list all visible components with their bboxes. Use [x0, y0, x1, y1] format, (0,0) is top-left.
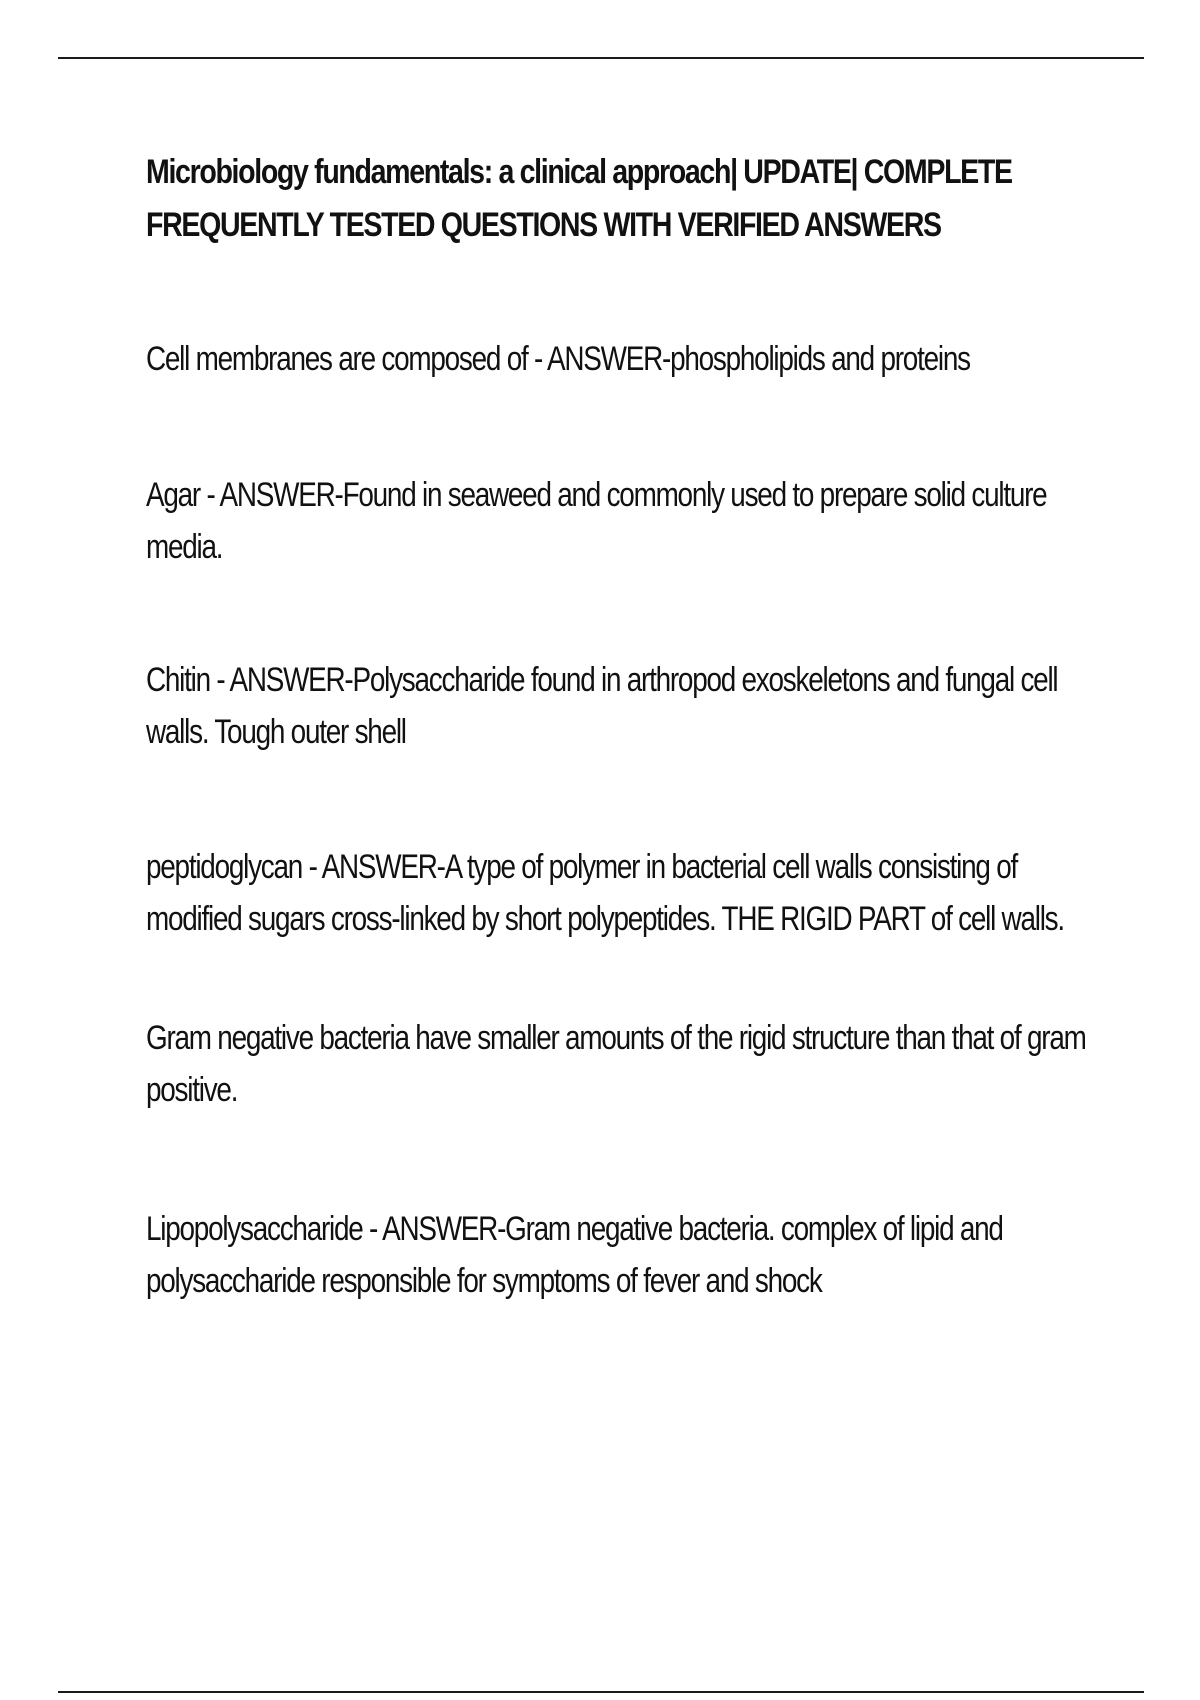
page-content [146, 146, 1096, 1300]
header-rule [58, 57, 1144, 59]
qa-entry-gram-negative-note: Gram negative bacteria have smaller amounts of the rigid structure than that of gram positive. [146, 1019, 1086, 1109]
qa-entry-lipopolysaccharide: Lipopolysaccharide - ANSWER-Gram negative bacteria. complex of lipid and polysaccharide responsible for symptoms of fever and shock [146, 1210, 1003, 1300]
qa-entry-cell-membranes: Cell membranes are composed of - ANSWER-phospholipids and proteins [146, 340, 970, 378]
qa-entry-agar: Agar - ANSWER-Found in seaweed and commonly used to prepare solid culture media. [146, 476, 1047, 566]
qa-entry-peptidoglycan: peptidoglycan - ANSWER-A type of polymer in bacterial cell walls consisting of modified sugars cross-linked by short polypeptides. THE RIGID PART of cell walls. [146, 848, 1064, 938]
document-title: Microbiology fundamentals: a clinical approach| UPDATE| COMPLETE FREQUENTLY TESTED QUESTIONS WITH VERIFIED ANSWERS [146, 153, 1012, 244]
footer-rule [58, 1691, 1144, 1693]
qa-entry-chitin: Chitin - ANSWER-Polysaccharide found in arthropod exoskeletons and fungal cell walls. Tough outer shell [146, 661, 1058, 751]
